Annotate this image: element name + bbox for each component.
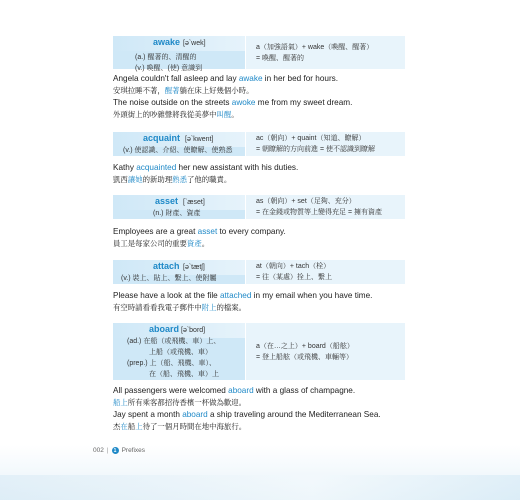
entry-definitions: (ad.) 在船（或飛機、車）上、 上船（或飛機、車） (prep.) 上（船、飛機、車）、 在（船、飛機、車）上 — [127, 338, 221, 378]
footer-decoration — [0, 475, 520, 500]
example-translation: 安琪拉睡不著，醒著躺在床上好幾個小時。 — [113, 86, 254, 95]
entry-ipa: [əˋkwent] — [185, 136, 214, 143]
example-sentence: Jay spent a month aboard a ship traveling around the Mediterranean Sea. — [113, 410, 381, 419]
entry-definitions: (n.) 財產、資產 — [153, 210, 201, 217]
entry-ipa: [əˋtætʃ] — [183, 264, 205, 271]
page-footer: 002 | 1 Prefixes — [93, 447, 146, 454]
entry-word: awake — [153, 37, 181, 47]
entry-word: acquaint — [143, 133, 181, 143]
entry-ipa: [əˋwek] — [183, 40, 206, 47]
example-translation: 員工是每家公司的重要資產。 — [113, 239, 210, 248]
entry-word: asset — [155, 196, 179, 206]
entry-box-asset — [113, 195, 405, 219]
example-sentence: Kathy acquainted her new assistant with his duties. — [113, 163, 299, 172]
entry-box-acquaint — [113, 132, 405, 156]
example-sentence: All passengers were welcomed aboard with a glass of champagne. — [113, 386, 356, 395]
example-sentence: The noise outside on the streets awoke me from my sweet dream. — [113, 98, 353, 107]
entry-word: attach — [153, 261, 180, 271]
entry-etymology: a（加強語氣）+ wake（喚醒、醒著） = 喚醒、醒著的 — [245, 36, 405, 69]
entry-etymology: as（朝向）+ set（足夠、充分） = 在金錢或物質等上變得充足 = 擁有資產 — [245, 195, 405, 219]
example-translation: 外頭街上的吵雜聲將我從美夢中叫醒。 — [113, 110, 239, 119]
example-translation: 杰在船上待了一個月時間在地中海旅行。 — [113, 422, 247, 431]
entry-definitions: (a.) 醒著的、清醒的 (v.) 喚醒、(使) 意識到 — [135, 54, 203, 72]
entry-etymology: a（在…之上）+ board（船舷） = 登上船舷（或飛機、車輛等） — [245, 323, 405, 380]
example-translation: 有空時請看看我電子郵件中附上的檔案。 — [113, 303, 247, 312]
example-translation: 凱西讓她的新助理熟悉了他的職責。 — [113, 175, 232, 184]
entry-box-attach — [113, 260, 405, 284]
entry-ipa: [ˋæset] — [183, 199, 205, 206]
entry-box-aboard — [113, 323, 405, 380]
entry-etymology: ac（朝向）+ quaint（知道、瞭解） = 朝瞭解的方向前進 = 使不認識到瞭解 — [245, 132, 405, 156]
entry-definitions: (v.) 使認識、介紹、使瞭解、使熟悉 — [123, 147, 233, 154]
entry-word: aboard — [149, 324, 180, 334]
entry-definitions: (v.) 裝上、貼上、繫上、使附屬 — [121, 275, 217, 282]
example-sentence: Angela couldn't fall asleep and lay awake in her bed for hours. — [113, 74, 339, 83]
entry-box-awake — [113, 36, 405, 72]
page-number: 002 — [93, 447, 104, 454]
entry-etymology: at（朝向）+ tach（栓） = 往（某處）拴上、繫上 — [245, 260, 405, 284]
entry-ipa: [əˋbord] — [181, 327, 206, 334]
example-translation: 船上所有乘客都招待香檳一杯做為歡迎。 — [113, 398, 247, 407]
chapter-title: Prefixes — [121, 447, 146, 454]
example-sentence: Employees are a great asset to every company. — [113, 227, 286, 236]
chapter-number-badge: 1 — [112, 447, 119, 454]
example-sentence: Please have a look at the file attached in my email when you have time. — [113, 291, 373, 300]
